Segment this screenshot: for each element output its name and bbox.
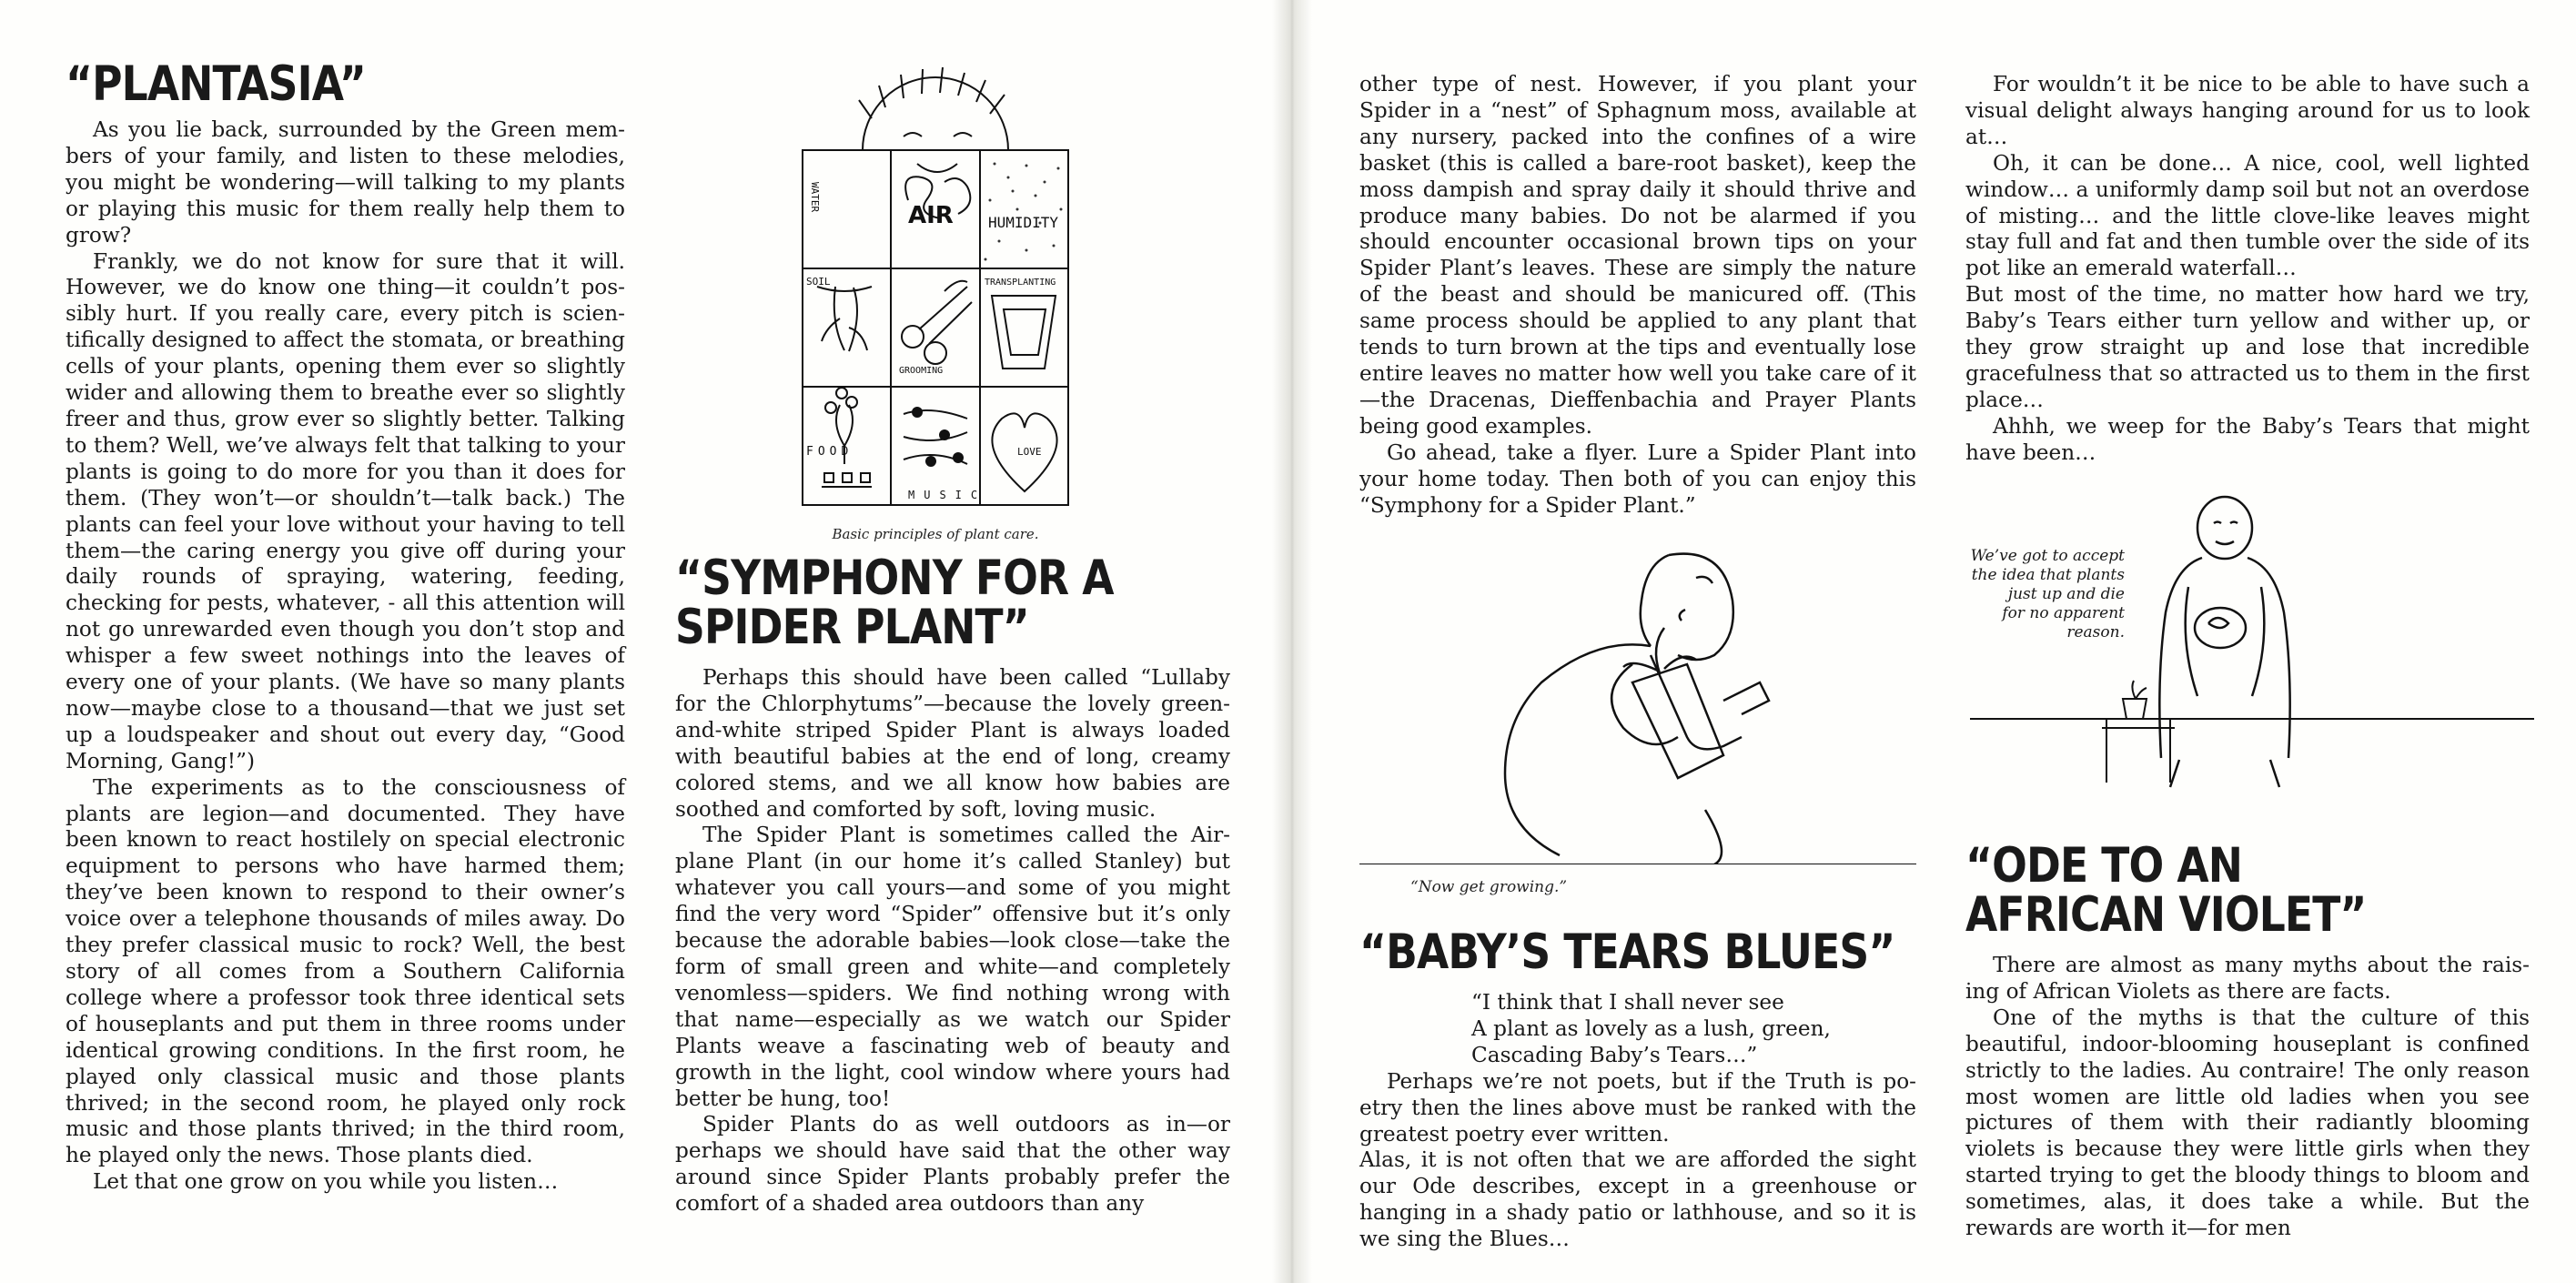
african-violet-paragraph: There are almost as many myths about the raising of African Violets as there are facts.	[1965, 953, 2530, 1004]
spider-heading	[675, 551, 1230, 655]
plantasia-heading: “PLANTASIA”	[66, 56, 367, 112]
plantasia-paragraph: As you lie back, surrounded by the Green members of your family, and listen to these melodies, you might be wondering—will talking to my plants or playing this music for them really help them to grow?	[66, 117, 625, 248]
plantasia-paragraph: The experiments as to the consciousness of plants are legion—and documented. They have been known to react hostilely on special electronic equipment to persons who have harmed them; they’ve been known to respond to their owner’s voice over a telephone thousands of miles away. Do they prefer classical music to rock? Well, the best story of all comes from a Southern California college where a professor took three identical sets of houseplants and put them in three rooms under identical growing conditions. In the first room, he played only classical music and those plants thrived; in the second room, he played only rock music and those plants thrived; in the third room, he played only the news. Those plants died.	[66, 774, 625, 1168]
plantasia-column	[66, 56, 625, 1196]
mourning-man-drawing	[1970, 487, 2534, 805]
grooming-label: GROOMING	[899, 366, 944, 376]
babys-cont-paragraph: Oh, it can be done… A nice, cool, well lighted window… a uniformly damp soil but not an overdose of misting… and the little clove-like leaves might stay full and fat and then tumble over the side of its pot like an emerald waterfall…	[1965, 150, 2530, 281]
air-label: AIR	[908, 202, 954, 229]
book-gutter	[1272, 0, 1312, 1283]
african-violet-heading-line2: AFRICAN VIOLET”	[1965, 887, 2367, 943]
african-violet-heading	[1965, 838, 2530, 943]
spider-column	[675, 551, 1230, 1217]
plantasia-paragraph: Let that one grow on you while you listen…	[93, 1169, 559, 1195]
soil-label: SOIL	[806, 276, 831, 288]
babys-cont-paragraph: Ahhh, we weep for the Baby’s Tears that might have been…	[1965, 413, 2530, 465]
babys-tears-poem-line: “I think that I shall never see	[1471, 990, 1784, 1015]
babys-tears-poem-line: Cascading Baby’s Tears…”	[1471, 1042, 1758, 1067]
babys-tears-heading: “BABY’S TEARS BLUES”	[1359, 924, 1895, 980]
african-violet-heading-line1: “ODE TO AN	[1965, 838, 2243, 894]
babys-cont-paragraph: For wouldn’t it be nice to be able to have such a visual delight always hanging around for us to look at…	[1965, 72, 2530, 149]
spider-paragraph: The Spider Plant is sometimes called the Airplane Plant (in our home it’s called Stanley) but whatever you call yours—and some of you might find the very word “Spider” offensive but it’s only because the adorable babies—look close—take the form of small green and white—and completely venomless—spiders. We find nothing wrong with that name—especially as we watch our Spider Plants weave a fascinating web of beauty and growth in the light, cool window where yours had better be hung, too!	[675, 823, 1230, 1111]
food-label: FOOD	[806, 445, 854, 459]
babys-tears-column	[1359, 924, 1916, 1253]
babys-tears-paragraph: Perhaps we’re not poets, but if the Truth is poetry then the lines above must be ranked with the greatest poetry ever written.	[1359, 1068, 1916, 1147]
accept-caption-line: reason.	[2066, 623, 2125, 642]
now-get-growing-illustration	[1359, 537, 1916, 901]
accept-caption-line: the idea that plants	[1971, 566, 2125, 584]
water-label: WATER	[809, 182, 821, 213]
spider-heading-line2: SPIDER PLANT”	[675, 600, 1029, 655]
plant-care-caption: Basic principles of plant care.	[832, 526, 1039, 542]
spider-continued-column	[1359, 72, 1916, 519]
spider-heading-line1: “SYMPHONY FOR A	[675, 551, 1114, 606]
man-with-plant-drawing	[1359, 537, 1916, 864]
spider-paragraph: Spider Plants do as well outdoors as in—or perhaps we should have said that the other way around since Spider Plants probably prefer the comfort of a shaded area outdoors than any	[675, 1112, 1230, 1217]
accept-caption-line: just up and die	[2007, 585, 2125, 603]
spider-cont-paragraph: other type of nest. However, if you plant your Spider in a “nest” of Sphagnum moss, available at any nursery, packed into the confines of a wire basket (this is called a bare-root basket), keep the moss dampish and spray daily it should thrive and produce many babies. Do not be alarmed if you should encounter occasional brown tips on your Spider Plant’s leaves. These are simply the nature of the beast and should be manicured off. (This same process should be applied to any plant that tends to turn brown at the tips and eventually lose entire leaves no matter how well you take care of it—the Dracenas, Dieffenbachia and Prayer Plants being good examples.	[1359, 72, 1916, 439]
accept-caption-line: We’ve got to accept	[1970, 547, 2125, 565]
plantasia-paragraph: Frankly, we do not know for sure that it will. However, we do know one thing—it couldn’t possibly hurt. If you really care, every pitch is scientifically designed to affect the stomata, or breathing cells of your plants, opening them ever so slightly wider and allowing them to breathe ever so slightly freer and thus, grow ever so slightly better. Talking to them? Well, we’ve always felt that talking to your plants is going to do more for you than it does for them. (They won’t—or shouldn’t—talk back.) The plants can feel your love without your having to tell them—the caring energy you give off during your daily rounds of spraying, watering, feeding, checking for pests, whatever, - all this attention will not go unrewarded even though you don’t stop and whisper a few sweet nothings into the leaves of every one of your plants. (We have so many plants now—maybe close to a thousand—that we just set up a loudspeaker and shout out every day, “Good Morning, Gang!”)	[66, 248, 625, 773]
babys-cont-paragraph: But most of the time, no matter how hard we try, Baby’s Tears either turn yellow and wither up, or they grow straight up and lose that incredible gracefulness that so attracted us to them in the first place…	[1965, 282, 2530, 412]
love-label: LOVE	[1017, 446, 1042, 458]
accept-illustration	[1970, 487, 2534, 805]
spider-paragraph: Perhaps this should have been called “Lullaby for the Chlorphytums”—because the lovely green-and-white striped Spider Plant is always loaded with beautiful babies at the end of long, creamy colored stems, and we all know how babies are soothed and comforted by soft, loving music.	[675, 665, 1230, 822]
spider-cont-paragraph: Go ahead, take a flyer. Lure a Spider Plant into your home today. Then both of you can enjoy this “Symphony for a Spider Plant.”	[1359, 439, 1916, 518]
humidity-label: HUMIDITY	[988, 214, 1059, 231]
now-get-growing-caption: “Now get growing.”	[1410, 878, 1568, 896]
babys-tears-continued-column	[1965, 72, 2530, 467]
music-label: MUSIC	[908, 489, 987, 501]
african-violet-column	[1965, 838, 2530, 1242]
plant-care-drawing	[799, 64, 1072, 519]
african-violet-paragraph: One of the myths is that the culture of this beautiful, indoor-blooming houseplant is confined strictly to the ladies. Au contraire! The only reason most women are little old ladies when you see pictures of them with their radiantly blooming violets is because they were little girls when they started trying to get the bloody things to bloom and sometimes, alas, it does take a while. But the rewards are worth it—for men	[1965, 1005, 2530, 1241]
babys-tears-paragraph: Alas, it is not often that we are afforded the sight our Ode describes, except in a greenhouse or hanging in a shady patio or lathhouse, and so it is we sing the Blues…	[1359, 1147, 1916, 1252]
transplanting-label: TRANSPLANTING	[985, 278, 1056, 288]
plant-care-illustration	[799, 64, 1072, 542]
accept-caption-line: for no apparent	[2002, 604, 2125, 622]
babys-tears-poem-line: A plant as lovely as a lush, green,	[1471, 1015, 1831, 1041]
